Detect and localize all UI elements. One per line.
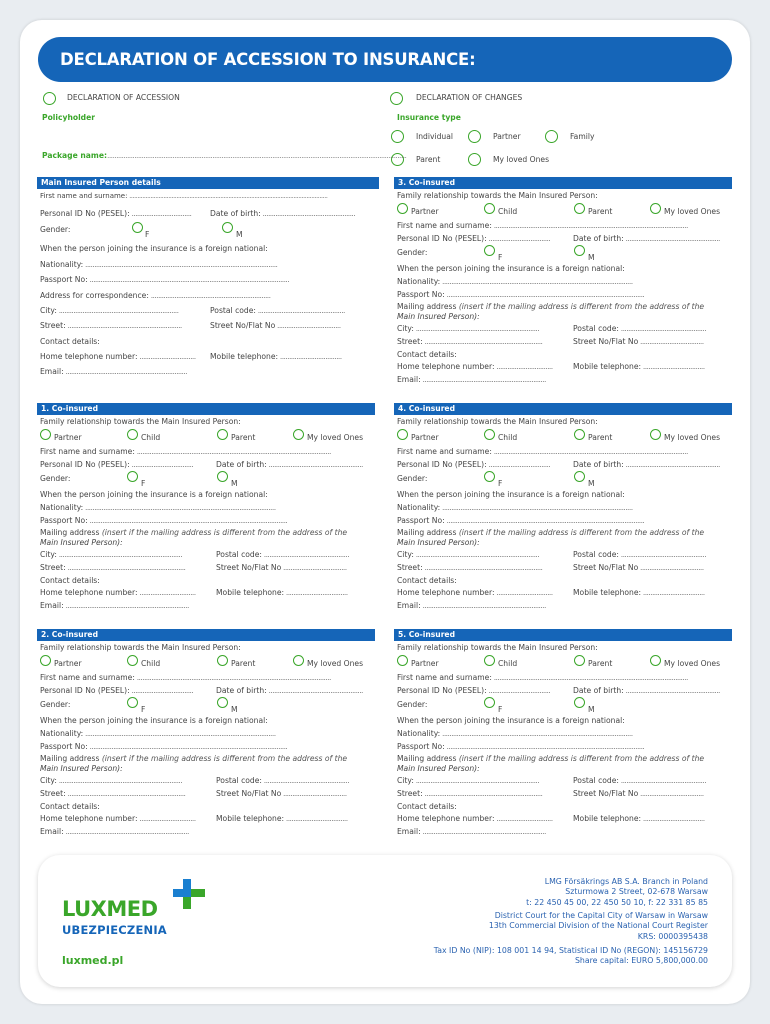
postal-field[interactable]: Postal code: ............................................... (216, 776, 350, 785)
mobile-label: Mobile telephone: (573, 814, 642, 823)
main-gender-label: Gender: (40, 225, 71, 234)
pesel-label: Personal ID No (PESEL): (40, 460, 130, 469)
court-line: District Court for the Capital City of Warsaw in Warsaw (494, 911, 708, 920)
foreign-note: When the person joining the insurance is a foreign national: (40, 716, 268, 725)
type-loved-ones-label: My loved Ones (493, 155, 550, 164)
relationship-partner-radio[interactable] (397, 655, 408, 666)
relationship-label: Family relationship towards the Main Insured Person: (397, 191, 598, 200)
dob-field[interactable]: Date of birth: .................................................... (573, 460, 720, 469)
gender-m-radio[interactable] (217, 697, 228, 708)
relationship-loved-ones-radio[interactable] (650, 655, 661, 666)
mailing-note (40, 528, 347, 537)
tax-info (434, 946, 708, 967)
first-name-field[interactable]: First name and surname: ........................................................................................................... (40, 447, 331, 456)
mobile-label: Mobile telephone: (573, 588, 642, 597)
gender-label: Gender: (397, 700, 428, 709)
street-no-label: Street No/Flat No (573, 563, 639, 572)
gender-label: Gender: (40, 700, 71, 709)
gender-f-label: F (141, 479, 146, 488)
gender-f-radio[interactable] (127, 471, 138, 482)
passport-field[interactable]: Passport No: ............................................................................................................. (40, 742, 288, 751)
dob-label: Date of birth: (216, 460, 267, 469)
coinsured-header: 5. Co-insured (394, 629, 732, 641)
email-label: Email: (40, 827, 64, 836)
type-individual-radio[interactable] (391, 130, 404, 143)
foreign-note: When the person joining the insurance is a foreign national: (397, 264, 625, 273)
relationship-loved-ones-label: My loved Ones (664, 433, 721, 442)
gender-m-radio[interactable] (574, 245, 585, 256)
mailing-label: Mailing address (40, 754, 100, 763)
relationship-partner-label: Partner (54, 433, 82, 442)
email-field[interactable]: Email: .................................................................... (397, 601, 546, 610)
main-insured-header: Main Insured Person details (37, 177, 379, 189)
main-address-label: Address for correspondence: (40, 291, 149, 300)
gender-f-label: F (498, 253, 503, 262)
nationality-label: Nationality: (397, 729, 441, 738)
foreign-note: When the person joining the insurance is a foreign national: (397, 490, 625, 499)
mobile-label: Mobile telephone: (216, 588, 285, 597)
company-info (526, 877, 708, 908)
form-title: DECLARATION OF ACCESSION TO INSURANCE: (38, 37, 732, 82)
relationship-partner-label: Partner (411, 659, 439, 668)
relationship-partner-label: Partner (54, 659, 82, 668)
street-no-field[interactable]: Street No/Flat No ................................... (216, 563, 347, 572)
court-info (489, 911, 708, 942)
type-family-radio[interactable] (545, 130, 558, 143)
pesel-field[interactable]: Personal ID No (PESEL): .................................. (397, 460, 551, 469)
passport-field[interactable]: Passport No: ............................................................................................................. (397, 742, 645, 751)
main-contact-label: Contact details: (40, 337, 100, 346)
coinsured-section-5 (394, 629, 728, 845)
nationality-label: Nationality: (397, 503, 441, 512)
relationship-parent-label: Parent (588, 433, 613, 442)
main-city-field[interactable]: City: .................................................................. (40, 306, 179, 315)
luxmed-cross-icon (173, 877, 209, 913)
passport-label: Passport No: (40, 742, 88, 751)
main-gender-m-label: M (236, 230, 243, 239)
gender-m-label: M (588, 705, 595, 714)
main-home-tel-field[interactable]: Home telephone number: ............................... (40, 352, 196, 361)
relationship-label: Family relationship towards the Main Insured Person: (40, 643, 241, 652)
contact-label: Contact details: (40, 576, 100, 585)
luxmed-logo-text: LUXMED (62, 897, 158, 921)
relationship-child-radio[interactable] (484, 429, 495, 440)
city-label: City: (40, 550, 57, 559)
main-foreign-note: When the person joining the insurance is a foreign national: (40, 244, 268, 253)
main-street-no-field[interactable]: Street No/Flat No ................................... (210, 321, 341, 330)
city-label: City: (397, 776, 414, 785)
street-field[interactable]: Street: ................................................................. (397, 337, 543, 346)
street-label: Street: (397, 337, 423, 346)
mailing-note-line2: Main Insured Person): (397, 538, 480, 547)
main-nationality-field[interactable]: Nationality: .......................................................................................................... (40, 260, 278, 269)
main-dob-field[interactable]: Date of birth: ................................................... (210, 209, 356, 218)
home-tel-field[interactable]: Home telephone number: ............................... (40, 814, 196, 823)
relationship-loved-ones-label: My loved Ones (307, 433, 364, 442)
mailing-note-line2: Main Insured Person): (397, 312, 480, 321)
home-tel-label: Home telephone number: (397, 362, 495, 371)
passport-label: Passport No: (40, 516, 88, 525)
court-line: KRS: 0000395438 (637, 931, 708, 941)
coinsured-header: 3. Co-insured (394, 177, 732, 189)
company-line: Szturmowa 2 Street, 02-678 Warsaw (565, 887, 708, 897)
city-label: City: (397, 324, 414, 333)
email-field[interactable]: Email: .................................................................... (397, 827, 546, 836)
package-name-dots: ..................................................................................................................................................................... (107, 151, 407, 160)
coinsured-header: 2. Co-insured (37, 629, 375, 641)
relationship-child-radio[interactable] (484, 203, 495, 214)
coinsured-section-4 (394, 403, 728, 619)
relationship-child-radio[interactable] (127, 429, 138, 440)
gender-m-radio[interactable] (217, 471, 228, 482)
postal-label: Postal code: (573, 776, 619, 785)
mailing-note-text: (insert if the mailing address is different from the address of the (101, 528, 348, 537)
policyholder-label: Policyholder (42, 113, 95, 122)
home-tel-label: Home telephone number: (40, 588, 138, 597)
first-name-label: First name and surname: (40, 447, 135, 456)
contact-label: Contact details: (40, 802, 100, 811)
tax-line: Tax ID No (NIP): 108 001 14 94, Statistical ID No (REGON): 145156729 (433, 946, 708, 955)
main-dob-label: Date of birth: (210, 209, 261, 218)
street-no-label: Street No/Flat No (216, 563, 282, 572)
mailing-note-text: (insert if the mailing address is different from the address of the (101, 754, 348, 763)
contact-label: Contact details: (397, 802, 457, 811)
gender-m-label: M (231, 479, 238, 488)
relationship-loved-ones-radio[interactable] (293, 655, 304, 666)
gender-f-radio[interactable] (484, 245, 495, 256)
main-street-no-label: Street No/Flat No (210, 321, 276, 330)
mailing-note-line2: Main Insured Person): (397, 764, 480, 773)
relationship-partner-label: Partner (411, 433, 439, 442)
email-label: Email: (40, 601, 64, 610)
main-pesel-label: Personal ID No (PESEL): (40, 209, 130, 218)
relationship-child-label: Child (141, 659, 161, 668)
nationality-field[interactable]: Nationality: ......................................................................................................... (40, 729, 276, 738)
postal-field[interactable]: Postal code: ............................................... (216, 550, 350, 559)
tax-line: Share capital: EURO 5,800,000.00 (574, 956, 708, 966)
street-field[interactable]: Street: ................................................................. (40, 789, 186, 798)
gender-f-radio[interactable] (484, 697, 495, 708)
main-city-label: City: (40, 306, 57, 315)
main-passport-field[interactable]: Passport No: .............................................................................................................. (40, 275, 290, 284)
first-name-label: First name and surname: (397, 673, 492, 682)
main-postal-field[interactable]: Postal code: ................................................ (210, 306, 345, 315)
relationship-child-radio[interactable] (127, 655, 138, 666)
main-nationality-label: Nationality: (40, 260, 84, 269)
nationality-field[interactable]: Nationality: ......................................................................................................... (397, 277, 633, 286)
mailing-label: Mailing address (397, 528, 457, 537)
dob-field[interactable]: Date of birth: .................................................... (216, 686, 363, 695)
relationship-child-label: Child (498, 659, 518, 668)
gender-f-radio[interactable] (127, 697, 138, 708)
mobile-field[interactable]: Mobile telephone: .................................. (216, 814, 348, 823)
contact-label: Contact details: (397, 576, 457, 585)
footer-card (38, 855, 732, 987)
postal-label: Postal code: (216, 550, 262, 559)
nationality-field[interactable]: Nationality: ......................................................................................................... (397, 729, 633, 738)
relationship-partner-radio[interactable] (397, 203, 408, 214)
pesel-label: Personal ID No (PESEL): (397, 460, 487, 469)
first-name-field[interactable]: First name and surname: ........................................................................................................... (40, 673, 331, 682)
street-label: Street: (397, 563, 423, 572)
postal-field[interactable]: Postal code: ............................................... (573, 324, 707, 333)
first-name-field[interactable]: First name and surname: ........................................................................................................... (397, 673, 688, 682)
relationship-loved-ones-radio[interactable] (650, 203, 661, 214)
relationship-label: Family relationship towards the Main Insured Person: (40, 417, 241, 426)
street-field[interactable]: Street: ................................................................. (40, 563, 186, 572)
nationality-label: Nationality: (397, 277, 441, 286)
street-label: Street: (40, 789, 66, 798)
mailing-note-text: (insert if the mailing address is different from the address of the (458, 302, 705, 311)
company-line: LMG Försäkrings AB S.A. Branch in Poland (544, 877, 708, 886)
package-name-field[interactable] (42, 151, 406, 160)
dob-field[interactable]: Date of birth: .................................................... (573, 686, 720, 695)
mobile-label: Mobile telephone: (216, 814, 285, 823)
pesel-field[interactable]: Personal ID No (PESEL): .................................. (397, 234, 551, 243)
contact-label: Contact details: (397, 350, 457, 359)
coinsured-section-2 (37, 629, 371, 845)
nationality-field[interactable]: Nationality: ......................................................................................................... (397, 503, 633, 512)
pesel-field[interactable]: Personal ID No (PESEL): .................................. (40, 460, 194, 469)
relationship-loved-ones-label: My loved Ones (307, 659, 364, 668)
gender-label: Gender: (397, 248, 428, 257)
pesel-field[interactable]: Personal ID No (PESEL): .................................. (40, 686, 194, 695)
mobile-field[interactable]: Mobile telephone: .................................. (573, 814, 705, 823)
gender-label: Gender: (397, 474, 428, 483)
pesel-label: Personal ID No (PESEL): (40, 686, 130, 695)
gender-m-label: M (588, 479, 595, 488)
relationship-parent-label: Parent (588, 659, 613, 668)
street-no-label: Street No/Flat No (573, 337, 639, 346)
street-no-label: Street No/Flat No (216, 789, 282, 798)
city-label: City: (40, 776, 57, 785)
mailing-note-line2: Main Insured Person): (40, 538, 123, 547)
main-first-name-label: First name and surname: (40, 192, 128, 200)
email-field[interactable]: Email: .................................................................... (40, 601, 189, 610)
relationship-parent-label: Parent (231, 659, 256, 668)
city-field[interactable]: City: .................................................................... (40, 776, 183, 785)
dob-label: Date of birth: (573, 460, 624, 469)
relationship-loved-ones-label: My loved Ones (664, 659, 721, 668)
main-street-label: Street: (40, 321, 66, 330)
main-gender-f-label: F (145, 230, 150, 239)
mailing-note (397, 302, 704, 311)
passport-label: Passport No: (397, 290, 445, 299)
insurance-type-label: Insurance type (397, 113, 461, 122)
street-label: Street: (40, 563, 66, 572)
email-field[interactable]: Email: .................................................................... (40, 827, 189, 836)
main-pesel-field[interactable]: Personal ID No (PESEL): ................................. (40, 209, 192, 218)
nationality-label: Nationality: (40, 503, 84, 512)
passport-label: Passport No: (397, 742, 445, 751)
coinsured-header: 1. Co-insured (37, 403, 375, 415)
home-tel-label: Home telephone number: (397, 588, 495, 597)
relationship-label: Family relationship towards the Main Insured Person: (397, 417, 598, 426)
gender-m-label: M (231, 705, 238, 714)
street-field[interactable]: Street: ................................................................. (397, 789, 543, 798)
pesel-field[interactable]: Personal ID No (PESEL): .................................. (397, 686, 551, 695)
main-address-field[interactable]: Address for correspondence: .................................................................. (40, 291, 271, 300)
accession-label: DECLARATION OF ACCESSION (67, 93, 180, 102)
email-field[interactable]: Email: .................................................................... (397, 375, 546, 384)
type-individual-label: Individual (416, 132, 453, 141)
street-no-field[interactable]: Street No/Flat No ................................... (573, 337, 704, 346)
mobile-field[interactable]: Mobile telephone: .................................. (573, 362, 705, 371)
main-gender-m-radio[interactable] (222, 222, 233, 233)
gender-m-radio[interactable] (574, 471, 585, 482)
email-label: Email: (397, 827, 421, 836)
accession-radio[interactable] (43, 92, 56, 105)
postal-field[interactable]: Postal code: ............................................... (573, 550, 707, 559)
relationship-parent-radio[interactable] (217, 655, 228, 666)
ubezpieczenia-logo-text: UBEZPIECZENIA (62, 923, 167, 937)
home-tel-field[interactable]: Home telephone number: ............................... (397, 814, 553, 823)
home-tel-field[interactable]: Home telephone number: ............................... (397, 362, 553, 371)
gender-f-label: F (498, 705, 503, 714)
foreign-note: When the person joining the insurance is a foreign national: (397, 716, 625, 725)
street-label: Street: (397, 789, 423, 798)
type-loved-ones-radio[interactable] (468, 153, 481, 166)
relationship-child-label: Child (141, 433, 161, 442)
gender-m-radio[interactable] (574, 697, 585, 708)
main-postal-label: Postal code: (210, 306, 256, 315)
gender-f-radio[interactable] (484, 471, 495, 482)
city-field[interactable]: City: .................................................................... (397, 324, 540, 333)
pesel-label: Personal ID No (PESEL): (397, 234, 487, 243)
nationality-field[interactable]: Nationality: ......................................................................................................... (40, 503, 276, 512)
home-tel-label: Home telephone number: (40, 814, 138, 823)
pesel-label: Personal ID No (PESEL): (397, 686, 487, 695)
mailing-note (40, 754, 347, 763)
relationship-child-label: Child (498, 207, 518, 216)
dob-field[interactable]: Date of birth: .................................................... (573, 234, 720, 243)
city-field[interactable]: City: .................................................................... (397, 776, 540, 785)
gender-f-label: F (498, 479, 503, 488)
dob-label: Date of birth: (216, 686, 267, 695)
type-partner-radio[interactable] (468, 130, 481, 143)
city-label: City: (397, 550, 414, 559)
relationship-loved-ones-label: My loved Ones (664, 207, 721, 216)
court-line: 13th Commercial Division of the National Court Register (488, 921, 708, 931)
mobile-field[interactable]: Mobile telephone: .................................. (216, 588, 348, 597)
postal-label: Postal code: (216, 776, 262, 785)
first-name-field[interactable]: First name and surname: ........................................................................................................... (397, 221, 688, 230)
first-name-label: First name and surname: (397, 447, 492, 456)
mailing-label: Mailing address (397, 302, 457, 311)
relationship-parent-radio[interactable] (574, 203, 585, 214)
coinsured-header: 4. Co-insured (394, 403, 732, 415)
gender-label: Gender: (40, 474, 71, 483)
dob-field[interactable]: Date of birth: .................................................... (216, 460, 363, 469)
relationship-label: Family relationship towards the Main Insured Person: (397, 643, 598, 652)
city-field[interactable]: City: .................................................................... (397, 550, 540, 559)
home-tel-label: Home telephone number: (397, 814, 495, 823)
mailing-note (397, 754, 704, 763)
relationship-partner-radio[interactable] (397, 429, 408, 440)
main-street-field[interactable]: Street: ............................................................... (40, 321, 182, 330)
main-email-field[interactable]: Email: ................................................................... (40, 367, 187, 376)
street-no-field[interactable]: Street No/Flat No ................................... (573, 563, 704, 572)
main-passport-label: Passport No: (40, 275, 88, 284)
relationship-child-radio[interactable] (484, 655, 495, 666)
passport-field[interactable]: Passport No: ............................................................................................................. (397, 516, 645, 525)
relationship-parent-radio[interactable] (574, 429, 585, 440)
dob-label: Date of birth: (573, 234, 624, 243)
company-line: t: 22 450 45 00, 22 450 50 10, f: 22 331 85 85 (526, 897, 708, 907)
website-link[interactable]: luxmed.pl (62, 954, 124, 967)
postal-label: Postal code: (573, 324, 619, 333)
relationship-parent-radio[interactable] (217, 429, 228, 440)
main-mobile-field[interactable]: Mobile telephone: .................................. (210, 352, 342, 361)
city-field[interactable]: City: .................................................................... (40, 550, 183, 559)
coinsured-section-1 (37, 403, 371, 619)
mailing-label: Mailing address (397, 754, 457, 763)
main-mobile-label: Mobile telephone: (210, 352, 279, 361)
mailing-note-text: (insert if the mailing address is different from the address of the (458, 754, 705, 763)
email-label: Email: (397, 601, 421, 610)
gender-f-label: F (141, 705, 146, 714)
postal-field[interactable]: Postal code: ............................................... (573, 776, 707, 785)
mobile-label: Mobile telephone: (573, 362, 642, 371)
passport-field[interactable]: Passport No: ............................................................................................................. (397, 290, 645, 299)
relationship-partner-radio[interactable] (40, 655, 51, 666)
coinsured-section-3 (394, 177, 728, 393)
gender-m-label: M (588, 253, 595, 262)
relationship-parent-label: Parent (231, 433, 256, 442)
main-first-name-field[interactable]: First name and surname: .......................................................................................................................... (40, 192, 328, 200)
relationship-child-label: Child (498, 433, 518, 442)
changes-radio[interactable] (390, 92, 403, 105)
relationship-parent-radio[interactable] (574, 655, 585, 666)
street-no-label: Street No/Flat No (573, 789, 639, 798)
first-name-field[interactable]: First name and surname: ........................................................................................................... (397, 447, 688, 456)
relationship-partner-label: Partner (411, 207, 439, 216)
home-tel-field[interactable]: Home telephone number: ............................... (397, 588, 553, 597)
passport-field[interactable]: Passport No: ............................................................................................................. (40, 516, 288, 525)
relationship-parent-label: Parent (588, 207, 613, 216)
email-label: Email: (397, 375, 421, 384)
relationship-loved-ones-radio[interactable] (650, 429, 661, 440)
foreign-note: When the person joining the insurance is a foreign national: (40, 490, 268, 499)
mailing-note-text: (insert if the mailing address is different from the address of the (458, 528, 705, 537)
first-name-label: First name and surname: (40, 673, 135, 682)
home-tel-field[interactable]: Home telephone number: ............................... (40, 588, 196, 597)
street-no-field[interactable]: Street No/Flat No ................................... (573, 789, 704, 798)
main-gender-f-radio[interactable] (132, 222, 143, 233)
dob-label: Date of birth: (573, 686, 624, 695)
main-home-tel-label: Home telephone number: (40, 352, 138, 361)
package-name-label: Package name: (42, 151, 108, 160)
mailing-note-line2: Main Insured Person): (40, 764, 123, 773)
mailing-label: Mailing address (40, 528, 100, 537)
changes-label: DECLARATION OF CHANGES (416, 93, 523, 102)
main-email-label: Email: (40, 367, 64, 376)
passport-label: Passport No: (397, 516, 445, 525)
type-parent-label: Parent (416, 155, 441, 164)
nationality-label: Nationality: (40, 729, 84, 738)
relationship-loved-ones-radio[interactable] (293, 429, 304, 440)
type-family-label: Family (570, 132, 595, 141)
type-partner-label: Partner (493, 132, 521, 141)
relationship-partner-radio[interactable] (40, 429, 51, 440)
postal-label: Postal code: (573, 550, 619, 559)
street-no-field[interactable]: Street No/Flat No ................................... (216, 789, 347, 798)
mobile-field[interactable]: Mobile telephone: .................................. (573, 588, 705, 597)
street-field[interactable]: Street: ................................................................. (397, 563, 543, 572)
first-name-label: First name and surname: (397, 221, 492, 230)
mailing-note (397, 528, 704, 537)
